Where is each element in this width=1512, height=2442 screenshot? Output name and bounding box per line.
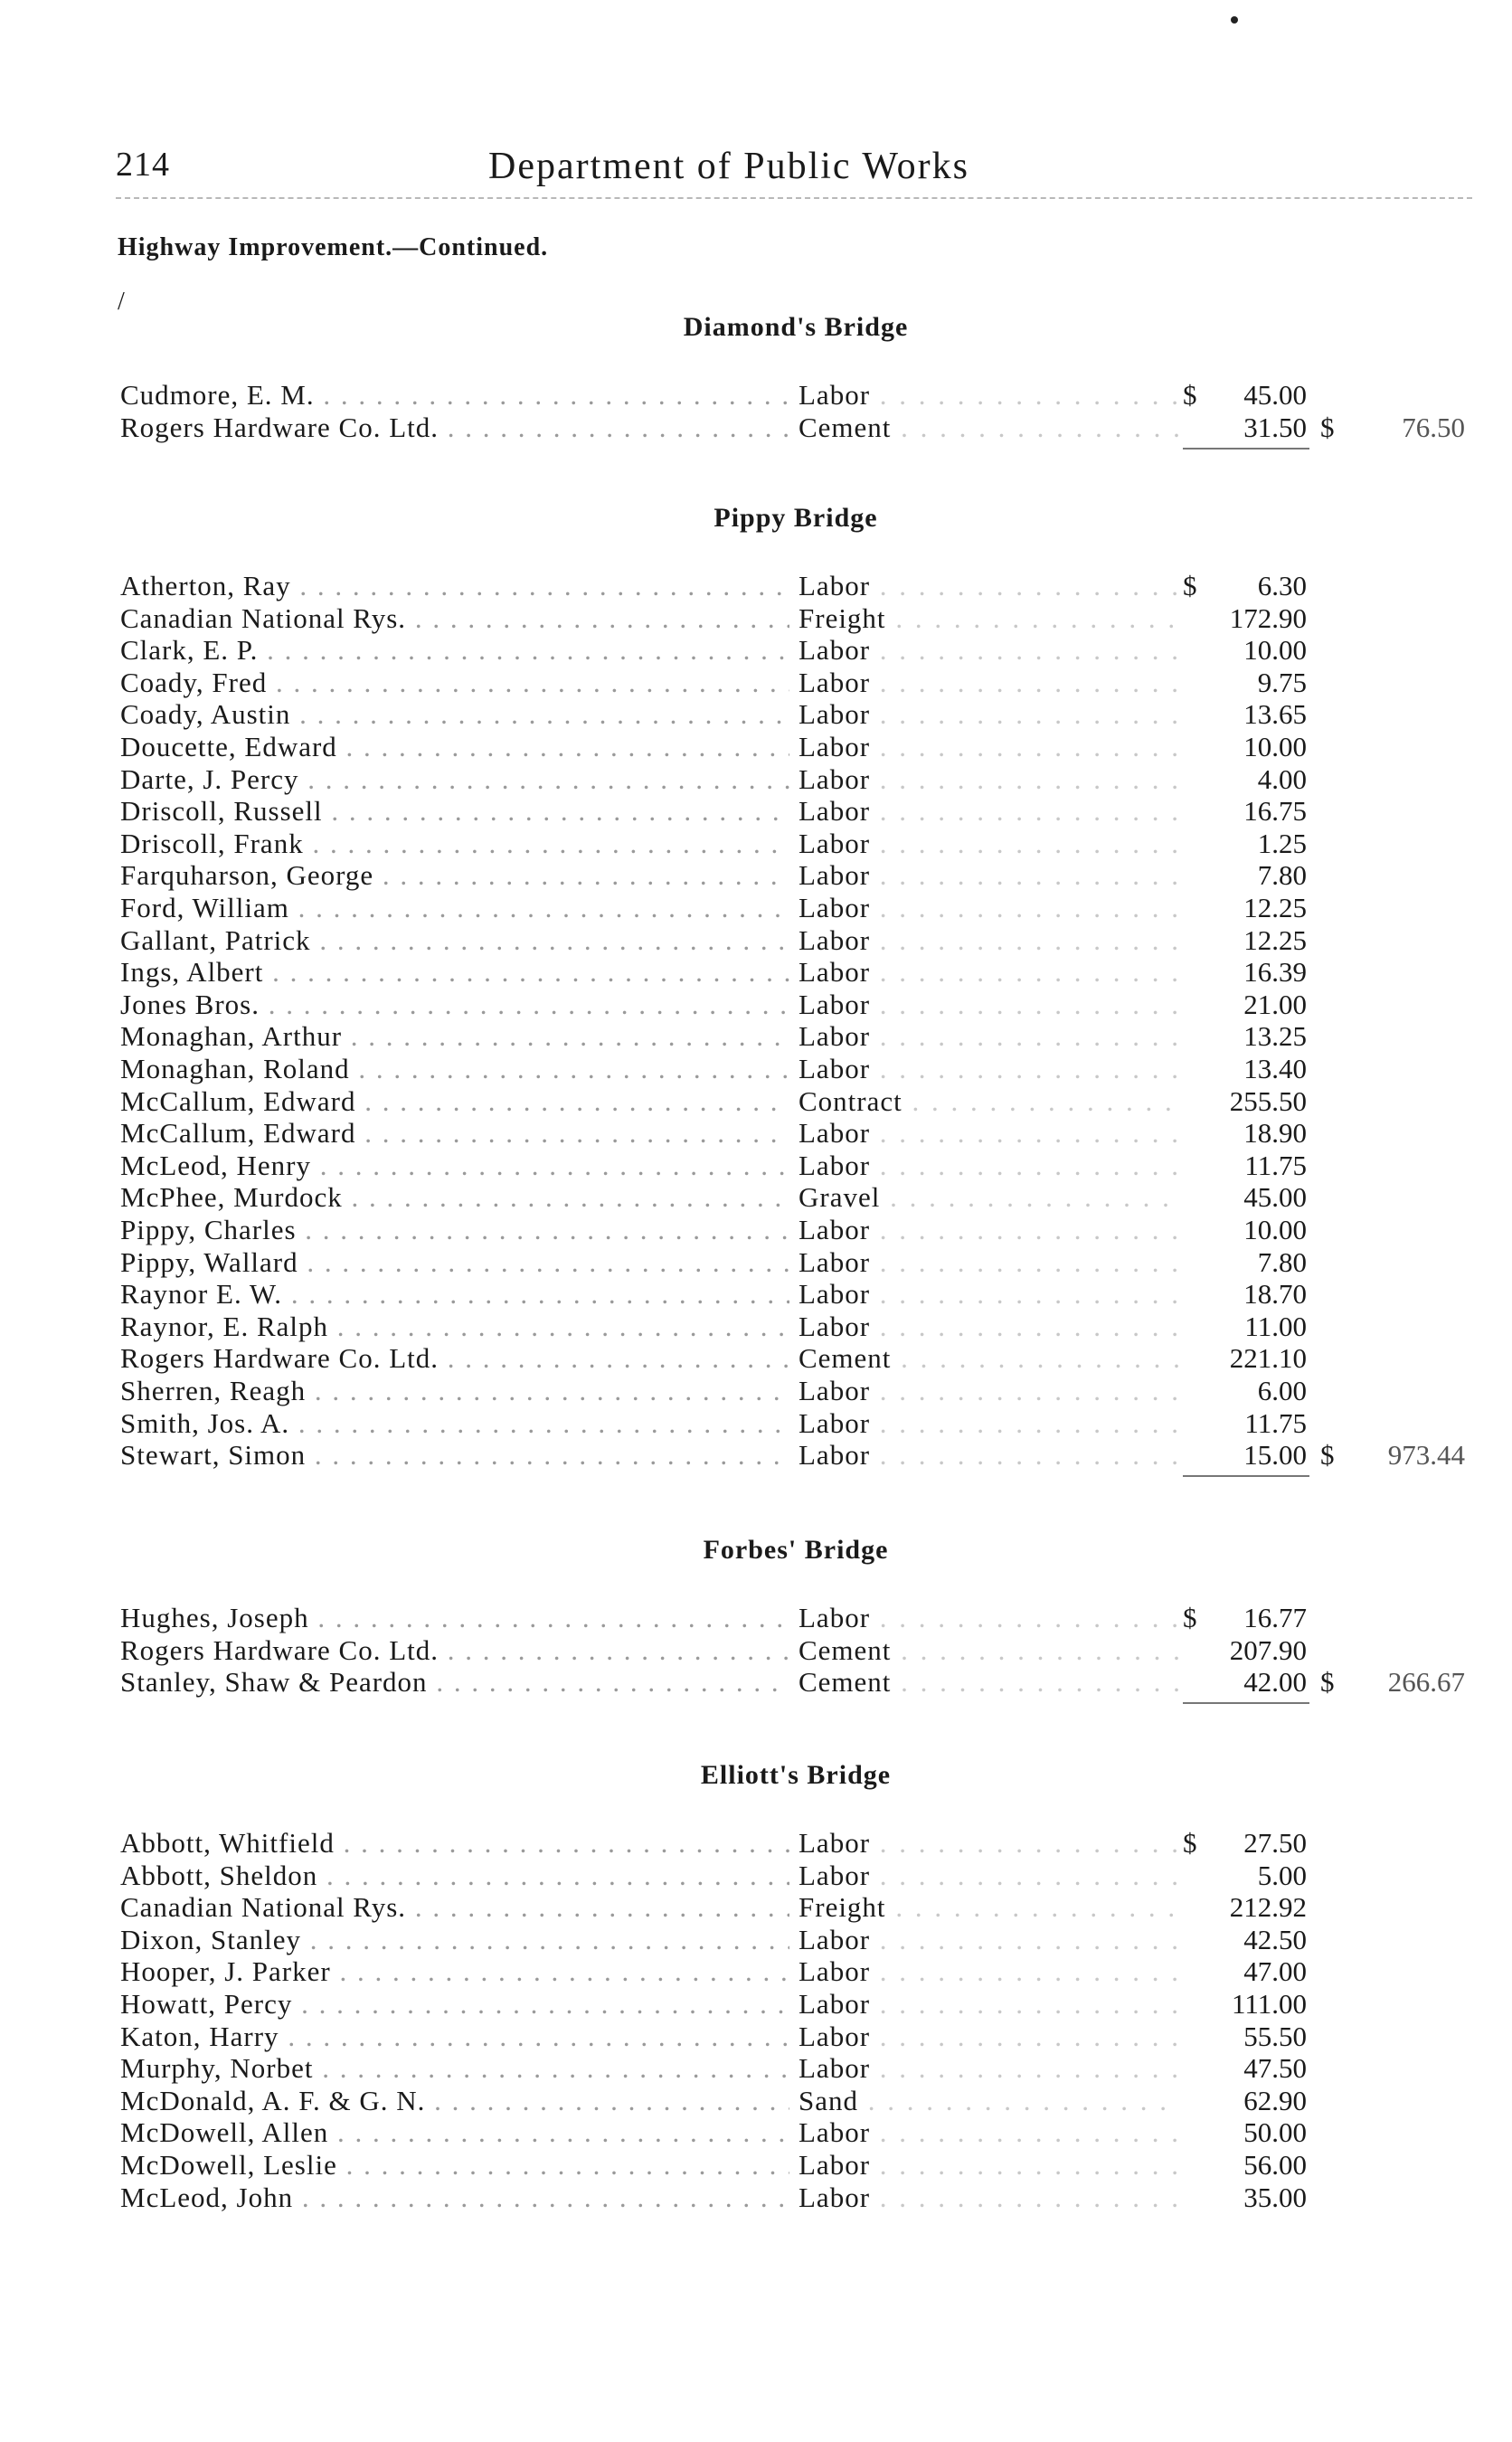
amount-value: 13.65 (1243, 698, 1307, 731)
table-row (0, 1602, 1512, 1634)
amount-value: 4.00 (1257, 762, 1307, 795)
expense-item: Labor . . . (799, 859, 1178, 892)
expense-item: Labor . . . (799, 731, 1178, 763)
expense-item: Labor . . . (799, 634, 1178, 667)
expense-item: Sand . . . (799, 2085, 1178, 2117)
table-row (0, 1827, 1512, 1860)
payee-name: Hooper, J. Parker . . . (120, 1955, 789, 1988)
amount-value: 56.00 (1243, 2149, 1307, 2181)
table-row (0, 2021, 1512, 2053)
payee-name: Darte, J. Percy . . . (120, 763, 789, 796)
table-row (0, 828, 1512, 860)
expense-item: Labor . . . (799, 1602, 1178, 1634)
expense-item: Labor . . . (799, 1375, 1178, 1407)
expense-item: Labor . . . (799, 1246, 1178, 1279)
payee-name: Pippy, Wallard . . . (120, 1246, 789, 1279)
amount-value: 7.80 (1257, 859, 1307, 892)
amount-value: 42.50 (1243, 1923, 1307, 1955)
table-row (0, 1439, 1512, 1472)
expense-item: Cement . . . (799, 412, 1178, 444)
table-row (0, 1246, 1512, 1279)
margin-mark: / (118, 288, 125, 316)
expense-item: Labor . . . (799, 1278, 1178, 1311)
amount-value: 16.77 (1243, 1602, 1307, 1633)
expense-item: Labor . . . (799, 2149, 1178, 2182)
payee-name: Pippy, Charles . . . (120, 1214, 789, 1246)
currency-sign: $ (1183, 1602, 1197, 1633)
amount-value: 45.00 (1243, 379, 1307, 411)
payee-name: Gallant, Patrick . . . (120, 924, 789, 957)
amount-value: 47.50 (1243, 2052, 1307, 2085)
table-row (0, 731, 1512, 763)
expense-item: Labor . . . (799, 1860, 1178, 1892)
amount-value: 212.92 (1229, 1891, 1307, 1924)
amount-value: 172.90 (1229, 601, 1307, 634)
page-number: 214 (116, 146, 170, 184)
amount-value: 1.25 (1257, 827, 1307, 859)
payee-name: Monaghan, Arthur . . . (120, 1020, 789, 1053)
expense-item: Labor . . . (799, 2116, 1178, 2149)
amount-value: 27.50 (1243, 1827, 1307, 1859)
payee-name: Canadian National Rys. . . . (120, 602, 789, 635)
currency-sign: $ (1183, 1827, 1197, 1859)
table-row (0, 1955, 1512, 1988)
expense-item: Labor . . . (799, 570, 1178, 602)
table-row (0, 2182, 1512, 2214)
expense-item: Labor . . . (799, 2021, 1178, 2053)
table-row (0, 2116, 1512, 2149)
amount-value: 9.75 (1257, 666, 1307, 698)
payee-name: Abbott, Sheldon . . . (120, 1860, 789, 1892)
table-row (0, 1988, 1512, 2021)
table-row (0, 379, 1512, 412)
amount-value: 6.30 (1257, 570, 1307, 601)
amount-value: 16.75 (1243, 795, 1307, 828)
payee-name: Atherton, Ray . . . (120, 570, 789, 602)
payee-name: Farquharson, George . . . (120, 859, 789, 892)
payee-name: Driscoll, Russell . . . (120, 795, 789, 828)
payee-name: Rogers Hardware Co. Ltd. . . . (120, 412, 789, 444)
table-row (0, 1634, 1512, 1667)
amount-value: 55.50 (1243, 2020, 1307, 2052)
expense-item: Labor . . . (799, 1439, 1178, 1472)
department-title: Department of Public Works (488, 146, 969, 187)
amount-value: 50.00 (1243, 2116, 1307, 2149)
expense-item: Freight . . . (799, 1891, 1178, 1924)
expense-item: Labor . . . (799, 1117, 1178, 1150)
amount-value: 47.00 (1243, 1955, 1307, 1988)
expense-item: Labor . . . (799, 1053, 1178, 1085)
table-row (0, 2085, 1512, 2117)
table-row (0, 1666, 1512, 1699)
amount-value: 15.00 (1243, 1439, 1307, 1472)
payee-name: Cudmore, E. M. . . . (120, 379, 789, 412)
table-row (0, 859, 1512, 892)
amount-value: 11.00 (1244, 1310, 1307, 1342)
amount-value: 12.25 (1243, 892, 1307, 923)
payee-name: Rogers Hardware Co. Ltd. . . . (120, 1634, 789, 1667)
payee-name: Ings, Albert . . . (120, 956, 789, 989)
expense-item: Labor . . . (799, 956, 1178, 989)
expense-item: Cement . . . (799, 1634, 1178, 1667)
expense-item: Labor . . . (799, 1924, 1178, 1956)
expense-item: Labor . . . (799, 924, 1178, 957)
payee-name: Driscoll, Frank . . . (120, 828, 789, 860)
table-row (0, 1150, 1512, 1182)
amount-value: 6.00 (1257, 1375, 1307, 1406)
amount-value: 12.25 (1243, 923, 1307, 956)
amount-value: 7.80 (1257, 1245, 1307, 1278)
expense-item: Labor . . . (799, 1827, 1178, 1860)
table-row (0, 1924, 1512, 1956)
expense-item: Labor . . . (799, 1020, 1178, 1053)
expense-item: Labor . . . (799, 795, 1178, 828)
currency-sign: $ (1183, 570, 1197, 601)
table-row (0, 1407, 1512, 1440)
table-row (0, 2052, 1512, 2085)
amount-value: 45.00 (1243, 1181, 1307, 1214)
amount-value: 207.90 (1229, 1633, 1307, 1666)
expense-item: Labor . . . (799, 763, 1178, 796)
expense-item: Freight . . . (799, 602, 1178, 635)
amount-value: 13.25 (1243, 1020, 1307, 1053)
payee-name: McCallum, Edward . . . (120, 1085, 789, 1118)
table-row (0, 412, 1512, 444)
table-row (0, 989, 1512, 1021)
payee-name: McLeod, Henry . . . (120, 1150, 789, 1182)
payee-name: Jones Bros. . . . (120, 989, 789, 1021)
amount-value: 255.50 (1229, 1084, 1307, 1117)
header-rule (116, 197, 1472, 199)
amount-value: 18.90 (1243, 1117, 1307, 1150)
table-row (0, 1342, 1512, 1375)
expense-item: Labor . . . (799, 1150, 1178, 1182)
expense-item: Labor . . . (799, 1311, 1178, 1343)
page-header (116, 145, 1020, 199)
table-row (0, 634, 1512, 667)
payee-name: Stewart, Simon . . . (120, 1439, 789, 1472)
expense-item: Gravel . . . (799, 1181, 1178, 1214)
amount-value: 13.40 (1243, 1053, 1307, 1084)
subtotal-rule (1183, 1702, 1309, 1704)
section-total: 266.67 (1387, 1666, 1465, 1699)
table-row (0, 1311, 1512, 1343)
payee-name: McCallum, Edward . . . (120, 1117, 789, 1150)
expense-item: Labor . . . (799, 698, 1178, 731)
table-row (0, 698, 1512, 731)
payee-name: McLeod, John . . . (120, 2182, 789, 2214)
expense-item: Cement . . . (799, 1666, 1178, 1699)
amount-value: 221.10 (1229, 1342, 1307, 1375)
table-row (0, 763, 1512, 796)
payee-name: McPhee, Murdock . . . (120, 1181, 789, 1214)
expense-item: Labor . . . (799, 2182, 1178, 2214)
expense-item: Labor . . . (799, 1214, 1178, 1246)
amount-value: 11.75 (1244, 1149, 1307, 1181)
table-row (0, 570, 1512, 602)
section-title: Pippy Bridge (713, 503, 878, 533)
payee-name: Dixon, Stanley . . . (120, 1924, 789, 1956)
amount-value: 16.39 (1243, 956, 1307, 989)
payee-name: Doucette, Edward . . . (120, 731, 789, 763)
payee-name: Abbott, Whitfield . . . (120, 1827, 789, 1860)
expense-item: Contract . . . (799, 1085, 1178, 1118)
expense-item: Labor . . . (799, 1988, 1178, 2021)
total-currency-sign: $ (1320, 411, 1335, 443)
table-row (0, 1214, 1512, 1246)
expense-item: Labor . . . (799, 989, 1178, 1021)
section-subtitle: Highway Improvement.—Continued. (118, 233, 549, 261)
amount-value: 35.00 (1243, 2181, 1307, 2213)
payee-name: Rogers Hardware Co. Ltd. . . . (120, 1342, 789, 1375)
payee-name: Howatt, Percy . . . (120, 1988, 789, 2021)
table-row (0, 1860, 1512, 1892)
table-row (0, 1375, 1512, 1407)
table-row (0, 1117, 1512, 1150)
amount-value: 31.50 (1243, 411, 1307, 443)
total-currency-sign: $ (1320, 1666, 1335, 1699)
payee-name: Raynor, E. Ralph . . . (120, 1311, 789, 1343)
section-total: 76.50 (1402, 411, 1465, 443)
section-total: 973.44 (1387, 1439, 1465, 1472)
payee-name: Smith, Jos. A. . . . (120, 1407, 789, 1440)
amount-value: 62.90 (1243, 2084, 1307, 2116)
expense-item: Labor . . . (799, 379, 1178, 412)
section-title: Forbes' Bridge (703, 1535, 889, 1565)
table-row (0, 1891, 1512, 1924)
amount-value: 111.00 (1232, 1988, 1307, 2020)
expense-item: Labor . . . (799, 1407, 1178, 1440)
payee-name: McDowell, Leslie . . . (120, 2149, 789, 2182)
payee-name: Murphy, Norbet . . . (120, 2052, 789, 2085)
expense-item: Labor . . . (799, 667, 1178, 699)
expense-item: Labor . . . (799, 2052, 1178, 2085)
payee-name: Sherren, Reagh . . . (120, 1375, 789, 1407)
expense-item: Labor . . . (799, 892, 1178, 924)
subtotal-rule (1183, 448, 1309, 450)
table-row (0, 1181, 1512, 1214)
table-row (0, 924, 1512, 957)
ink-dot (1231, 16, 1238, 24)
subtotal-rule (1183, 1475, 1309, 1477)
table-row (0, 1020, 1512, 1053)
payee-name: McDonald, A. F. & G. N. . . . (120, 2085, 789, 2117)
table-row (0, 892, 1512, 924)
payee-name: Monaghan, Roland . . . (120, 1053, 789, 1085)
payee-name: McDowell, Allen . . . (120, 2116, 789, 2149)
expense-item: Labor . . . (799, 1955, 1178, 1988)
table-row (0, 1085, 1512, 1118)
payee-name: Coady, Fred . . . (120, 667, 789, 699)
amount-value: 18.70 (1243, 1278, 1307, 1311)
payee-name: Hughes, Joseph . . . (120, 1602, 789, 1634)
payee-name: Raynor E. W. . . . (120, 1278, 789, 1311)
payee-name: Stanley, Shaw & Peardon . . . (120, 1666, 789, 1699)
payee-name: Canadian National Rys. . . . (120, 1891, 789, 1924)
expense-item: Labor . . . (799, 828, 1178, 860)
table-row (0, 1053, 1512, 1085)
expense-item: Cement . . . (799, 1342, 1178, 1375)
currency-sign: $ (1183, 379, 1197, 411)
total-currency-sign: $ (1320, 1439, 1335, 1472)
table-row (0, 2149, 1512, 2182)
amount-value: 11.75 (1244, 1406, 1307, 1439)
payee-name: Katon, Harry . . . (120, 2021, 789, 2053)
amount-value: 42.00 (1243, 1666, 1307, 1699)
table-row (0, 795, 1512, 828)
table-row (0, 956, 1512, 989)
amount-value: 5.00 (1257, 1859, 1307, 1891)
payee-name: Coady, Austin . . . (120, 698, 789, 731)
amount-value: 10.00 (1243, 634, 1307, 667)
payee-name: Clark, E. P. . . . (120, 634, 789, 667)
amount-value: 10.00 (1243, 1214, 1307, 1245)
amount-value: 10.00 (1243, 731, 1307, 762)
payee-name: Ford, William . . . (120, 892, 789, 924)
table-row (0, 1278, 1512, 1311)
table-row (0, 667, 1512, 699)
amount-value: 21.00 (1243, 988, 1307, 1020)
table-row (0, 602, 1512, 635)
section-title: Diamond's Bridge (683, 312, 909, 342)
section-title: Elliott's Bridge (700, 1760, 892, 1790)
